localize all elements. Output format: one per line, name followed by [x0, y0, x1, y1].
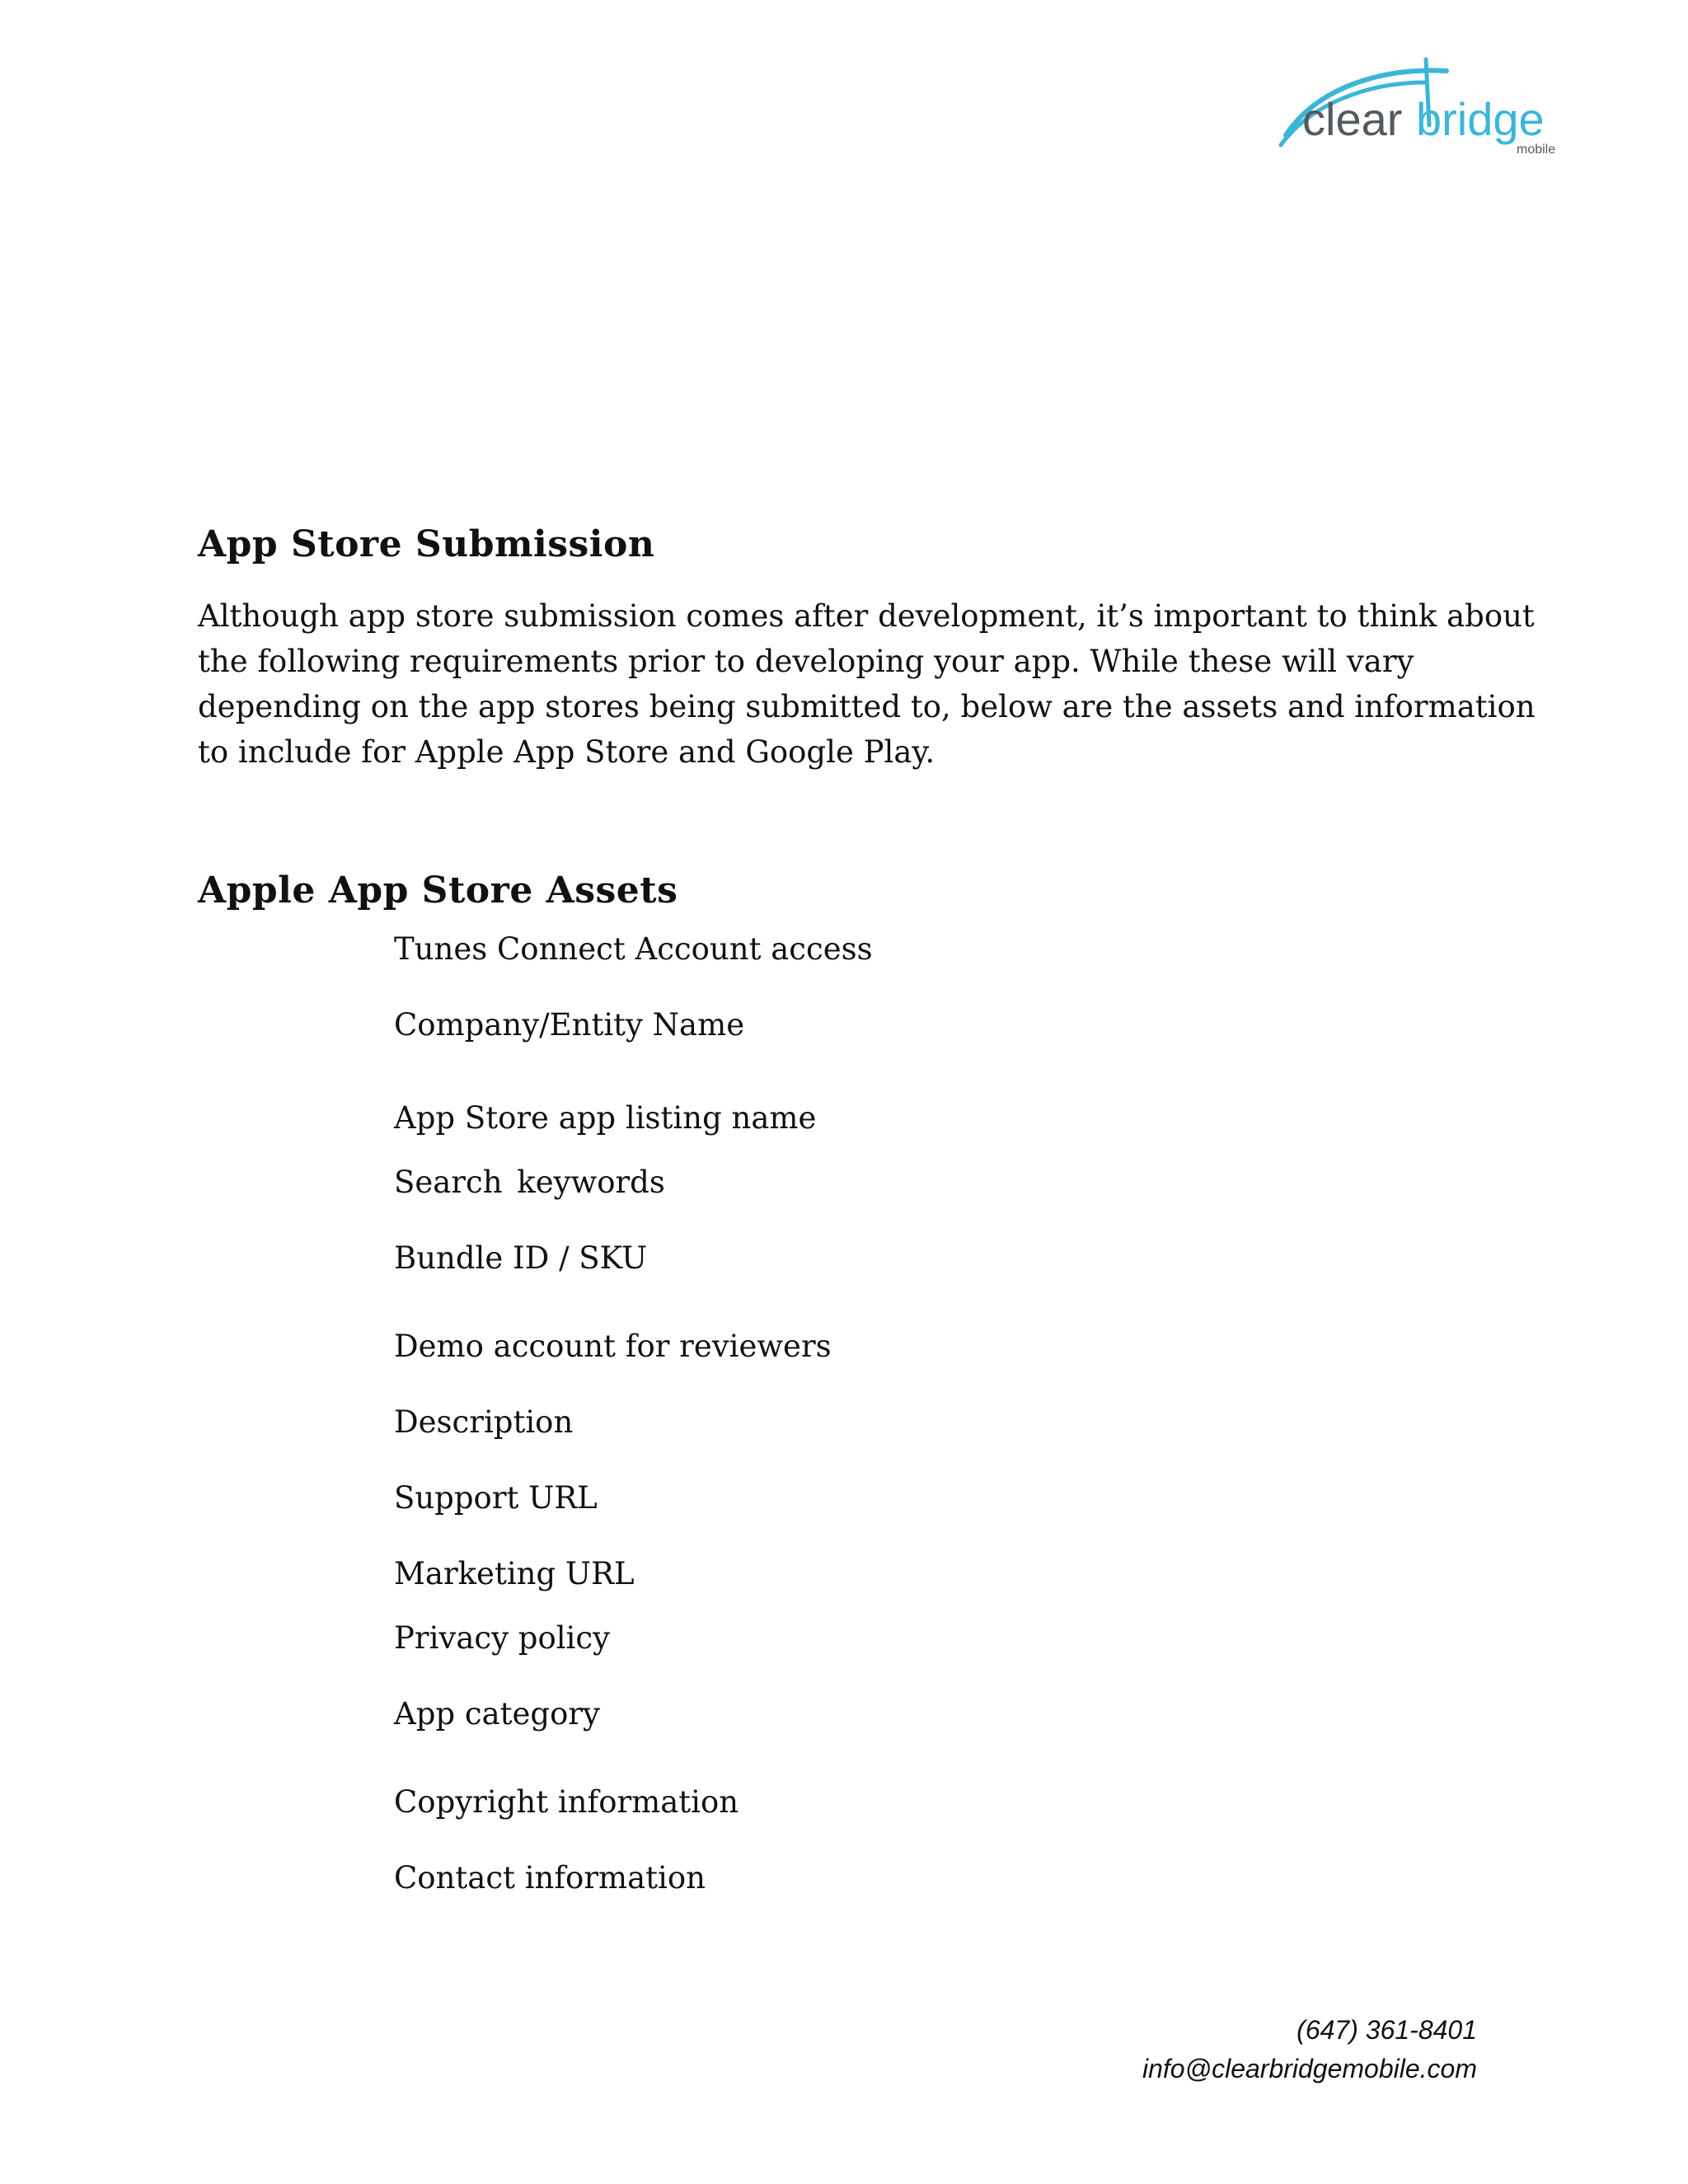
paragraph-line: the following requirements prior to developing your app. While these will vary — [198, 644, 1414, 679]
asset-item: Description — [394, 1404, 574, 1440]
asset-item: App Store app listing name — [394, 1100, 817, 1136]
asset-item: Bundle ID / SKU — [394, 1240, 648, 1276]
footer-phone: (647) 361-8401 — [1296, 2015, 1477, 2045]
asset-item: Copyright information — [394, 1784, 739, 1820]
asset-item: App category — [394, 1696, 600, 1732]
paragraph-line: Although app store submission comes after development, it’s important to think about — [198, 598, 1535, 634]
footer-email: info@clearbridgemobile.com — [1142, 2054, 1477, 2083]
section-heading-apple-app-store-assets: Apple App Store Assets — [198, 869, 678, 912]
asset-item: Company/Entity Name — [394, 1007, 745, 1043]
asset-item: Contact information — [394, 1860, 706, 1896]
clearbridge-logo — [1269, 53, 1566, 168]
intro-paragraph — [198, 593, 1536, 775]
paragraph-line: to include for Apple App Store and Google Play. — [198, 734, 935, 770]
logo-wordmark-part1: clear — [1302, 93, 1403, 145]
section-heading-app-store-submission: App Store Submission — [198, 523, 655, 565]
asset-item: Tunes Connect Account access — [394, 931, 873, 967]
logo-subtext: mobile — [1517, 143, 1556, 157]
asset-item: Search keywords — [394, 1165, 665, 1200]
asset-item: Privacy policy — [394, 1620, 611, 1656]
logo-wordmark-part2: bridge — [1416, 93, 1545, 145]
paragraph-line: depending on the app stores being submitted to, below are the assets and information — [198, 689, 1536, 724]
asset-item: Demo account for reviewers — [394, 1329, 832, 1364]
asset-item: Marketing URL — [394, 1556, 635, 1591]
bridge-logo-icon — [1269, 53, 1566, 168]
asset-item: Support URL — [394, 1480, 598, 1516]
